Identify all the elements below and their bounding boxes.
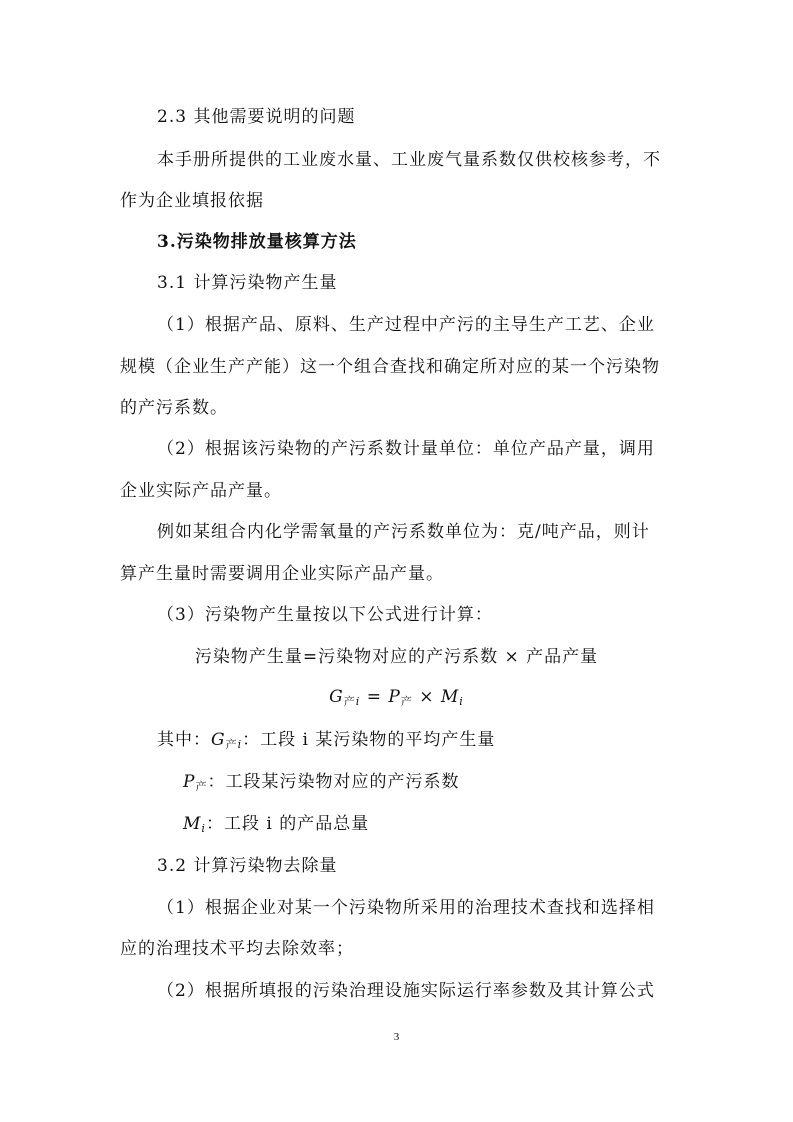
- paragraph-line: 作为企业填报依据: [120, 191, 264, 211]
- where-line-m: [183, 813, 369, 840]
- sub-i: i: [459, 695, 464, 708]
- where-line-g: [157, 729, 495, 756]
- section-3-heading: 3.污染物排放量核算方法: [157, 232, 357, 252]
- paragraph-line: 规模（企业生产产能）这一个组合查找和确定所对应的某一个污染物: [120, 357, 660, 377]
- where-line-p: [183, 771, 459, 798]
- where-desc: ：工段 i 的产品总量: [205, 814, 370, 834]
- equals: =: [360, 687, 389, 707]
- var-g: G: [329, 687, 344, 707]
- where-desc: ：工段某污染物对应的产污系数: [207, 772, 460, 792]
- paragraph-line: 算产生量时需要调用企业实际产品产量。: [120, 564, 444, 584]
- sub-chan: 产i: [343, 695, 361, 708]
- var-m: M: [440, 687, 460, 707]
- sub-chan: 产: [400, 695, 413, 708]
- formula-text: 污染物产生量=污染物对应的产污系数 × 产品产量: [194, 647, 599, 667]
- section-3-1-heading: 3.1 计算污染物产生量: [157, 273, 338, 293]
- sub-i: i: [201, 822, 206, 835]
- paragraph-line: （1）根据产品、原料、生产过程中产污的主导生产工艺、企业: [157, 315, 655, 335]
- formula-math: [0, 686, 793, 713]
- page-number: 3: [393, 1031, 400, 1043]
- var-m: M: [183, 814, 202, 834]
- times: ×: [412, 687, 441, 707]
- paragraph-line: 应的治理技术平均去除效率；: [120, 939, 354, 959]
- var-g: G: [211, 730, 226, 750]
- sub-chan: 产i: [225, 738, 243, 751]
- paragraph-line: （3）污染物产生量按以下公式进行计算：: [157, 605, 493, 625]
- section-3-2-heading: 3.2 计算污染物去除量: [157, 856, 338, 876]
- paragraph-line: 企业实际产品产量。: [120, 481, 282, 501]
- var-p: P: [388, 687, 401, 707]
- paragraph-line: （2）根据所填报的污染治理设施实际运行率参数及其计算公式: [157, 981, 655, 1001]
- section-2-3-heading: 2.3 其他需要说明的问题: [157, 107, 356, 127]
- sub-chan: 产: [195, 780, 208, 793]
- paragraph-line: 本手册所提供的工业废水量、工业废气量系数仅供校核参考，不: [157, 150, 661, 170]
- paragraph-line: （2）根据该污染物的产污系数计量单位：单位产品产量，调用: [157, 439, 655, 459]
- where-desc: ：工段 i 某污染物的平均产生量: [242, 730, 496, 750]
- paragraph-line: （1）根据企业对某一个污染物所采用的治理技术查找和选择相: [157, 898, 655, 918]
- where-label: 其中：: [157, 730, 211, 750]
- paragraph-line: 的产污系数。: [120, 398, 228, 418]
- var-p: P: [183, 772, 196, 792]
- paragraph-line: 例如某组合内化学需氧量的产污系数单位为：克/吨产品，则计: [157, 522, 650, 542]
